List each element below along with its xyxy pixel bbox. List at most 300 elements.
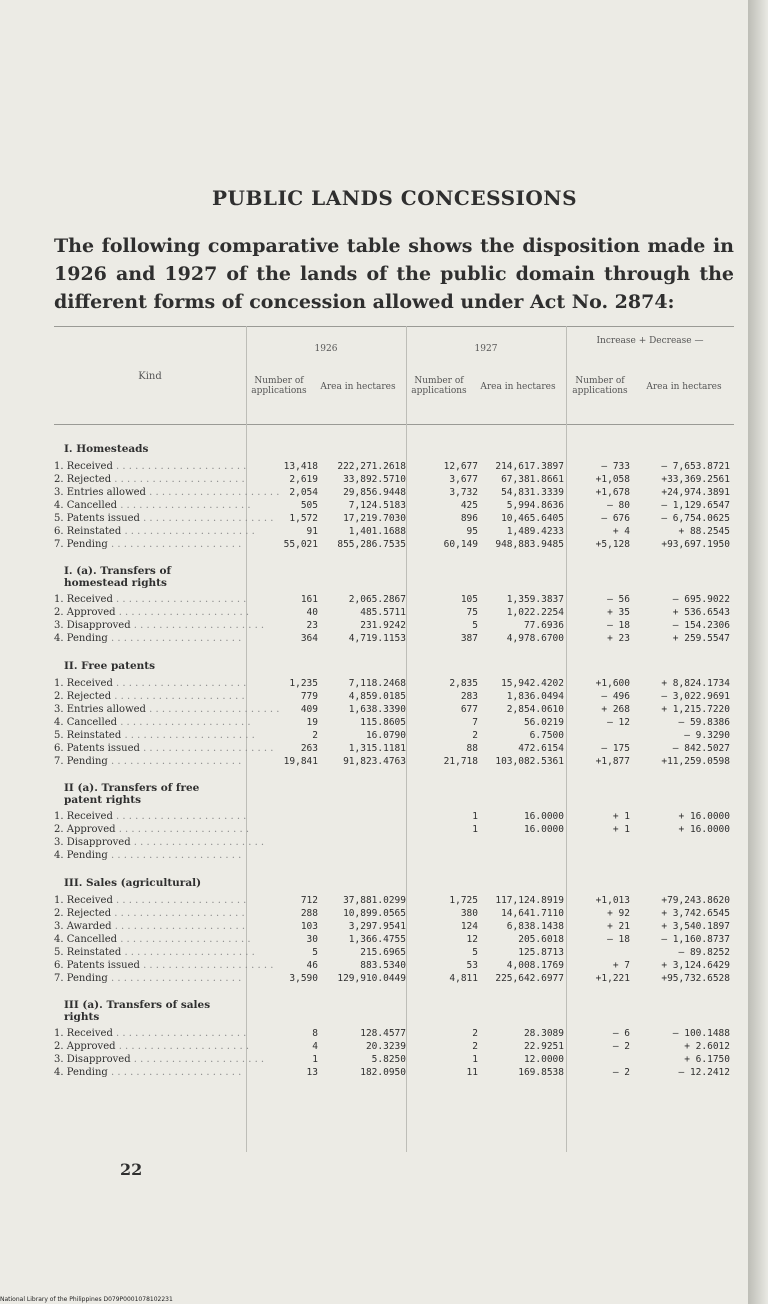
table-cell: 409 (300, 704, 318, 715)
table-cell: 33,892.5710 (343, 474, 406, 485)
row-label (54, 1067, 246, 1078)
table-cell: 12,677 (443, 461, 478, 472)
header-number-1927: Number of applications (411, 376, 467, 396)
table-cell: 54,831.3339 (501, 487, 564, 498)
row-label-text: 3. Disapproved (54, 620, 131, 631)
table-cell: 222,271.2618 (337, 461, 406, 472)
table-row (54, 907, 734, 920)
row-label-text: 6. Patents issued (54, 743, 140, 754)
leader-dots: . . . . . . . . . . . . . . . . . . . . . (130, 1054, 265, 1065)
row-label-text: 3. Disapproved (54, 1054, 131, 1065)
table-cell: + 88.2545 (678, 526, 730, 537)
row-label-text: 1. Received (54, 1028, 113, 1039)
table-row (54, 1053, 734, 1066)
row-label (54, 500, 251, 511)
leader-dots: . . . . . . . . . . . . . . . . . . . . . (139, 960, 274, 971)
table-row (54, 933, 734, 946)
table-cell: 10,899.0565 (343, 908, 406, 919)
table-row (54, 690, 734, 703)
row-label-text: 6. Patents issued (54, 960, 140, 971)
table-cell: 283 (460, 691, 478, 702)
table-cell: 124 (460, 921, 478, 932)
table-row (54, 538, 734, 551)
row-label (54, 895, 246, 906)
table-cell: 2 (472, 730, 478, 741)
table-cell: 21,718 (443, 756, 478, 767)
leader-dots: . . . . . . . . . . . . . . . . . . . . . (117, 717, 251, 728)
table-cell: — 18 (607, 620, 630, 631)
table-row (54, 512, 734, 525)
table-cell: 6.7500 (529, 730, 564, 741)
page-number: 22 (120, 1160, 143, 1179)
table-cell: — 695.9022 (672, 594, 730, 605)
table-cell: 10,465.6405 (501, 513, 564, 524)
table-cell: 55,021 (283, 539, 318, 550)
row-label-text: 2. Rejected (54, 474, 112, 485)
table-cell: 182.0950 (360, 1067, 406, 1078)
row-label (54, 1028, 246, 1039)
table-cell: 40 (306, 607, 318, 618)
table-cell: 13 (306, 1067, 318, 1078)
section-title: II. Free patents (64, 660, 156, 672)
row-label (54, 620, 265, 631)
table-cell: — 89.8252 (678, 947, 730, 958)
table-cell: 1,638.3390 (348, 704, 406, 715)
table-cell: 2,054 (289, 487, 318, 498)
leader-dots: . . . . . . . . . . . . . . . . . . . . . (112, 461, 247, 472)
table-cell: 75 (466, 607, 478, 618)
intro-paragraph: The following comparative table shows the disposition made in 1926 and 1927 of the lands of the public domain through the different forms of concession allowed under Act No. 2874: (54, 235, 734, 313)
table-cell: 77.6936 (523, 620, 564, 631)
section-title: II (a). Transfers of free patent rights (64, 782, 200, 806)
leader-dots: . . . . . . . . . . . . . . . . . . . . . (130, 837, 265, 848)
table-cell: + 1 (612, 824, 630, 835)
row-label (54, 691, 246, 702)
row-label (54, 947, 255, 958)
table-cell: +1,013 (595, 895, 630, 906)
row-label (54, 730, 255, 741)
table-cell: 16.0790 (365, 730, 406, 741)
row-label-text: 4. Cancelled (54, 934, 118, 945)
table-cell: + 3,124.6429 (661, 960, 730, 971)
leader-dots: . . . . . . . . . . . . . . . . . . . . . (111, 921, 246, 932)
row-label (54, 474, 246, 485)
table-cell: 16.0000 (523, 824, 564, 835)
leader-dots: . . . . . . . . . . . . . . . . . . . . . (107, 756, 242, 767)
table-cell: +1,877 (595, 756, 630, 767)
table-row (54, 959, 734, 972)
header-change: Increase + Decrease — (596, 336, 704, 346)
table-row (54, 894, 734, 907)
table-cell: — 496 (601, 691, 630, 702)
row-label-text: 4. Pending (54, 633, 108, 644)
table-cell: + 6.1750 (684, 1054, 730, 1065)
table-cell: 855,286.7535 (337, 539, 406, 550)
table-cell: 12 (466, 934, 478, 945)
leader-dots: . . . . . . . . . . . . . . . . . . . . . (117, 500, 251, 511)
table-cell: — 59.8386 (678, 717, 730, 728)
table-cell: + 259.5547 (672, 633, 730, 644)
table-cell: 472.6154 (518, 743, 564, 754)
table-cell: 205.6018 (518, 934, 564, 945)
table-cell: 5.8250 (371, 1054, 406, 1065)
row-label-text: 7. Pending (54, 973, 108, 984)
leader-dots: . . . . . . . . . . . . . . . . . . . . . (121, 730, 255, 741)
row-label-text: 6. Reinstated (54, 526, 122, 537)
table-row (54, 632, 734, 645)
table-cell: 37,881.0299 (343, 895, 406, 906)
row-label-text: 3. Entries allowed (54, 487, 146, 498)
table-row (54, 677, 734, 690)
row-label (54, 594, 246, 605)
table-cell: + 4 (612, 526, 630, 537)
row-label (54, 811, 246, 822)
table-cell: 2 (472, 1028, 478, 1039)
row-label-text: 7. Pending (54, 539, 108, 550)
table-row (54, 823, 734, 836)
table-cell: 4 (312, 1041, 318, 1052)
section-title: I. Homesteads (64, 443, 149, 455)
table-cell: 779 (300, 691, 318, 702)
table-cell: +1,600 (595, 678, 630, 689)
table-row (54, 1066, 734, 1079)
table-cell: 7,124.5183 (348, 500, 406, 511)
table-cell: + 268 (601, 704, 630, 715)
leader-dots: . . . . . . . . . . . . . . . . . . . . . (130, 620, 265, 631)
table-row (54, 619, 734, 632)
table-cell: 12.0000 (523, 1054, 564, 1065)
table-cell: 2 (472, 1041, 478, 1052)
header-area-change: Area in hectares (646, 382, 722, 392)
row-label (54, 539, 246, 550)
table-cell: 117,124.8919 (495, 895, 564, 906)
row-label (54, 837, 265, 848)
row-label (54, 717, 251, 728)
table-cell: 5 (312, 947, 318, 958)
row-label-text: 4. Pending (54, 850, 108, 861)
table-cell: 30 (306, 934, 318, 945)
table-cell: 1,022.2254 (506, 607, 564, 618)
table-cell: +93,697.1950 (661, 539, 730, 550)
row-label-text: 2. Approved (54, 824, 116, 835)
leader-dots: . . . . . . . . . . . . . . . . . . . . . (111, 691, 245, 702)
table-cell: 4,811 (449, 973, 478, 984)
table-cell: 129,910.0449 (337, 973, 406, 984)
table-cell: 161 (300, 594, 318, 605)
table-cell: 1,235 (289, 678, 318, 689)
section-title: III. Sales (agricultural) (64, 877, 202, 889)
table-cell: — 3,022.9691 (661, 691, 730, 702)
table-cell: 103,082.5361 (495, 756, 564, 767)
table-cell: 1 (472, 1054, 478, 1065)
table-cell: — 175 (601, 743, 630, 754)
row-label-text: 4. Cancelled (54, 717, 118, 728)
table-cell: 13,418 (283, 461, 318, 472)
header-area-1926: Area in hectares (320, 382, 396, 392)
table-cell: — 6,754.0625 (661, 513, 730, 524)
table-cell: 4,008.1769 (506, 960, 564, 971)
table-cell: — 6 (612, 1028, 630, 1039)
row-label (54, 921, 246, 932)
table-row (54, 755, 734, 768)
table-cell: 1,359.3837 (506, 594, 564, 605)
table-cell: + 2.6012 (684, 1041, 730, 1052)
leader-dots: . . . . . . . . . . . . . . . . . . . . . (139, 743, 274, 754)
row-label-text: 1. Received (54, 678, 113, 689)
scan-footer: National Library of the Philippines D079P0001078102231 (0, 1296, 173, 1303)
table-cell: 103 (300, 921, 318, 932)
table-cell: 712 (300, 895, 318, 906)
leader-dots: . . . . . . . . . . . . . . . . . . . . . (115, 1041, 250, 1052)
table-cell: 169.8538 (518, 1067, 564, 1078)
table-cell: 17,219.7030 (343, 513, 406, 524)
table-cell: 88 (466, 743, 478, 754)
table-cell: +5,128 (595, 539, 630, 550)
table-cell: 29,856.9448 (343, 487, 406, 498)
table-cell: 2,619 (289, 474, 318, 485)
table-row (54, 473, 734, 486)
row-label (54, 743, 274, 754)
table-cell: +1,221 (595, 973, 630, 984)
table-row (54, 849, 734, 862)
table-cell: 23 (306, 620, 318, 631)
header-bottom-rule (54, 424, 734, 425)
table-cell: — 56 (607, 594, 630, 605)
row-label-text: 2. Approved (54, 1041, 116, 1052)
row-label-text: 1. Received (54, 461, 113, 472)
row-label-text: 3. Awarded (54, 921, 112, 932)
table-cell: 3,677 (449, 474, 478, 485)
table-cell: 14,641.7110 (501, 908, 564, 919)
table-cell: 7,118.2468 (348, 678, 406, 689)
row-label (54, 824, 250, 835)
table-cell: 1 (472, 811, 478, 822)
table-cell: — 1,129.6547 (661, 500, 730, 511)
row-label (54, 1054, 265, 1065)
table-cell: + 1 (612, 811, 630, 822)
page-title: PUBLIC LANDS CONCESSIONS (212, 186, 578, 210)
row-label (54, 756, 246, 767)
table-cell: 425 (460, 500, 478, 511)
header-number-1926: Number of applications (251, 376, 307, 396)
leader-dots: . . . . . . . . . . . . . . . . . . . . . (107, 539, 242, 550)
table-cell: 15,942.4202 (501, 678, 564, 689)
table-row (54, 716, 734, 729)
table-cell: 948,883.9485 (495, 539, 564, 550)
table-cell: 364 (300, 633, 318, 644)
table-row (54, 836, 734, 849)
row-label (54, 607, 250, 618)
table-cell: 56.0219 (523, 717, 564, 728)
table-row (54, 920, 734, 933)
row-label (54, 487, 280, 498)
leader-dots: . . . . . . . . . . . . . . . . . . . . . (107, 1067, 242, 1078)
row-label-text: 2. Rejected (54, 908, 112, 919)
table-cell: 7 (472, 717, 478, 728)
table-cell: 1,366.4755 (348, 934, 406, 945)
table-cell: 3,590 (289, 973, 318, 984)
row-label (54, 513, 274, 524)
table-cell: 883.5340 (360, 960, 406, 971)
row-label-text: 1. Received (54, 594, 113, 605)
leader-dots: . . . . . . . . . . . . . . . . . . . . . (107, 633, 242, 644)
page-edge-shadow (748, 0, 768, 1304)
concessions-table (54, 438, 734, 1079)
table-cell: 3,732 (449, 487, 478, 498)
table-cell: — 2 (612, 1067, 630, 1078)
row-label (54, 960, 274, 971)
leader-dots: . . . . . . . . . . . . . . . . . . . . . (145, 487, 280, 498)
table-cell: 95 (466, 526, 478, 537)
table-cell: 4,719.1153 (348, 633, 406, 644)
row-label-text: 5. Reinstated (54, 947, 122, 958)
table-cell: 2,835 (449, 678, 478, 689)
table-cell: — 80 (607, 500, 630, 511)
table-cell: 4,978.6700 (506, 633, 564, 644)
table-row (54, 946, 734, 959)
table-cell: — 154.2306 (672, 620, 730, 631)
leader-dots: . . . . . . . . . . . . . . . . . . . . . (145, 704, 280, 715)
row-label-text: 3. Disapproved (54, 837, 131, 848)
table-cell: 20.3239 (365, 1041, 406, 1052)
row-label (54, 633, 246, 644)
table-cell: 5 (472, 620, 478, 631)
table-cell: + 3,742.6545 (661, 908, 730, 919)
table-cell: 1,836.0494 (506, 691, 564, 702)
header-number-change: Number of applications (572, 376, 628, 396)
row-label-text: 1. Received (54, 811, 113, 822)
table-cell: 16.0000 (523, 811, 564, 822)
table-cell: 91,823.4763 (343, 756, 406, 767)
table-cell: + 536.6543 (672, 607, 730, 618)
table-cell: 677 (460, 704, 478, 715)
table-row (54, 972, 734, 985)
table-cell: + 16.0000 (678, 811, 730, 822)
header-area-1927: Area in hectares (480, 382, 556, 392)
table-cell: 91 (306, 526, 318, 537)
table-row (54, 810, 734, 823)
header-kind: Kind (138, 371, 162, 382)
row-label (54, 908, 246, 919)
table-cell: — 12.2412 (678, 1067, 730, 1078)
row-label-text: 4. Cancelled (54, 500, 118, 511)
table-cell: 105 (460, 594, 478, 605)
table-cell: — 676 (601, 513, 630, 524)
row-label-text: 5. Reinstated (54, 730, 122, 741)
row-label-text: 1. Received (54, 895, 113, 906)
table-cell: 1 (312, 1054, 318, 1065)
table-cell: 1,489.4233 (506, 526, 564, 537)
table-cell: 263 (300, 743, 318, 754)
table-cell: 2 (312, 730, 318, 741)
table-cell: 53 (466, 960, 478, 971)
row-label (54, 461, 246, 472)
table-cell: 11 (466, 1067, 478, 1078)
table-cell: 4,859.0185 (348, 691, 406, 702)
leader-dots: . . . . . . . . . . . . . . . . . . . . . (115, 824, 250, 835)
table-row (54, 460, 734, 473)
table-cell: 380 (460, 908, 478, 919)
leader-dots: . . . . . . . . . . . . . . . . . . . . . (121, 947, 255, 958)
row-label-text: 7. Pending (54, 756, 108, 767)
table-cell: + 21 (607, 921, 630, 932)
table-cell: 22.9251 (523, 1041, 564, 1052)
table-cell: 5 (472, 947, 478, 958)
table-cell: +33,369.2561 (661, 474, 730, 485)
table-cell: 387 (460, 633, 478, 644)
table-cell: + 3,540.1897 (661, 921, 730, 932)
table-cell: 6,838.1438 (506, 921, 564, 932)
row-label (54, 704, 280, 715)
table-row (54, 729, 734, 742)
leader-dots: . . . . . . . . . . . . . . . . . . . . . (112, 895, 247, 906)
leader-dots: . . . . . . . . . . . . . . . . . . . . . (139, 513, 274, 524)
table-cell: — 12 (607, 717, 630, 728)
table-cell: 28.3089 (523, 1028, 564, 1039)
leader-dots: . . . . . . . . . . . . . . . . . . . . . (112, 1028, 247, 1039)
table-cell: 125.8713 (518, 947, 564, 958)
table-cell: 128.4577 (360, 1028, 406, 1039)
table-cell: + 16.0000 (678, 824, 730, 835)
table-cell: — 842.5027 (672, 743, 730, 754)
leader-dots: . . . . . . . . . . . . . . . . . . . . . (121, 526, 255, 537)
table-cell: — 2 (612, 1041, 630, 1052)
table-row (54, 606, 734, 619)
table-cell: 60,149 (443, 539, 478, 550)
table-row (54, 525, 734, 538)
table-cell: + 7 (612, 960, 630, 971)
table-cell: 1,725 (449, 895, 478, 906)
table-cell: +1,058 (595, 474, 630, 485)
leader-dots: . . . . . . . . . . . . . . . . . . . . . (107, 850, 242, 861)
leader-dots: . . . . . . . . . . . . . . . . . . . . . (107, 973, 242, 984)
section-title: I. (a). Transfers of homestead rights (64, 565, 172, 589)
table-cell: — 733 (601, 461, 630, 472)
row-label-text: 3. Entries allowed (54, 704, 146, 715)
table-cell: 2,854.0610 (506, 704, 564, 715)
table-row (54, 742, 734, 755)
table-cell: 288 (300, 908, 318, 919)
table-cell: 2,065.2867 (348, 594, 406, 605)
table-cell: 19,841 (283, 756, 318, 767)
table-cell: — 18 (607, 934, 630, 945)
table-row (54, 1027, 734, 1040)
table-cell: + 35 (607, 607, 630, 618)
table-cell: — 100.1488 (672, 1028, 730, 1039)
table-cell: 215.6965 (360, 947, 406, 958)
table-cell: 896 (460, 513, 478, 524)
table-cell: 3,297.9541 (348, 921, 406, 932)
row-label (54, 973, 246, 984)
table-row (54, 499, 734, 512)
table-cell: — 7,653.8721 (661, 461, 730, 472)
header-year-1927: 1927 (474, 344, 498, 354)
row-label-text: 5. Patents issued (54, 513, 140, 524)
table-cell: 1,401.1688 (348, 526, 406, 537)
table-cell: + 23 (607, 633, 630, 644)
leader-dots: . . . . . . . . . . . . . . . . . . . . . (112, 594, 247, 605)
leader-dots: . . . . . . . . . . . . . . . . . . . . . (115, 607, 250, 618)
table-row (54, 703, 734, 716)
table-cell: 214,617.3897 (495, 461, 564, 472)
table-cell: — 9.3290 (684, 730, 730, 741)
table-cell: 19 (306, 717, 318, 728)
row-label (54, 934, 251, 945)
table-cell: 1 (472, 824, 478, 835)
table-cell: +1,678 (595, 487, 630, 498)
table-cell: 115.8605 (360, 717, 406, 728)
header-year-1926: 1926 (314, 344, 338, 354)
